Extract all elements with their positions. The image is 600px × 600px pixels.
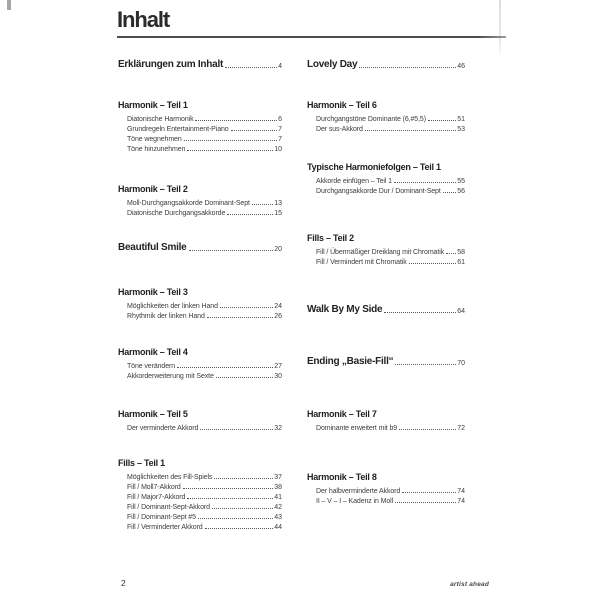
dot-leader-icon (214, 478, 273, 479)
entry-label: Fill / Vermindert mit Chromatik (316, 259, 407, 266)
dot-leader-icon (212, 508, 273, 509)
dot-leader-icon (384, 312, 456, 313)
entry-page-number: 46 (457, 63, 465, 70)
entry-label: Der verminderte Akkord (127, 425, 199, 432)
toc-sub-entry (118, 143, 282, 153)
toc-sub-entry (118, 511, 282, 521)
dot-leader-icon (207, 317, 273, 318)
dot-leader-icon (187, 150, 273, 151)
entry-label: Moll-Durchgangsakkorde Dominant-Sept (127, 200, 250, 207)
entry-page-number: 58 (457, 249, 465, 256)
entry-label: Diatonische Harmonik (127, 116, 194, 123)
toc-sub-entry (118, 197, 282, 207)
dot-leader-icon (231, 130, 278, 131)
toc-section (307, 99, 465, 133)
dot-leader-icon (395, 502, 456, 503)
entry-page-number: 41 (274, 494, 282, 501)
scan-edge-artifact-right (499, 0, 501, 58)
toc-section-heading: Fills – Teil 1 (118, 458, 165, 468)
entry-page-number: 43 (274, 514, 282, 521)
toc-section (307, 161, 465, 195)
toc-sub-entry (307, 113, 465, 123)
entry-page-number: 37 (274, 474, 282, 481)
dot-leader-icon (216, 377, 273, 378)
dot-leader-icon (189, 250, 274, 251)
dot-leader-icon (428, 120, 456, 121)
toc-song-block (307, 58, 465, 70)
toc-title-entry (118, 58, 282, 70)
entry-page-number: 74 (457, 498, 465, 505)
toc-sub-entry (118, 521, 282, 531)
toc-section (307, 232, 465, 266)
page-number: 2 (121, 578, 126, 588)
toc-section (118, 286, 282, 320)
toc-section (118, 457, 282, 531)
dot-leader-icon (205, 528, 274, 529)
toc-sub-entry (118, 310, 282, 320)
toc-song-block (307, 355, 465, 367)
entry-page-number: 51 (457, 116, 465, 123)
toc-section-heading: Fills – Teil 2 (307, 233, 354, 243)
dot-leader-icon (394, 182, 456, 183)
entry-label: Akkorderweiterung mit Sexte (127, 373, 214, 380)
entry-label: II – V – I – Kadenz in Moll (316, 498, 394, 505)
entry-page-number: 44 (274, 524, 282, 531)
toc-sub-entry (307, 175, 465, 185)
entry-page-number: 13 (274, 200, 282, 207)
entry-page-number: 26 (274, 313, 282, 320)
toc-sub-entry (118, 501, 282, 511)
entry-label: Fill / Dominant-Sept-Akkord (127, 504, 210, 511)
page-title: Inhalt (117, 7, 170, 32)
entry-label: Töne hinzunehmen (127, 146, 186, 153)
entry-label: Fill / Major7-Akkord (127, 494, 186, 501)
entry-label: Fill / Übermäßiger Dreiklang mit Chromatik (316, 249, 445, 256)
dot-leader-icon (225, 67, 277, 68)
toc-sub-entry (118, 300, 282, 310)
toc-sub-entry (118, 113, 282, 123)
entry-page-number: 38 (274, 484, 282, 491)
entry-label: Ending „Basie-Fill“ (307, 356, 394, 367)
dot-leader-icon (183, 488, 273, 489)
entry-label: Beautiful Smile (118, 242, 187, 253)
title-rule (117, 36, 506, 38)
entry-label: Durchgangstöne Dominante (6,#5,5) (316, 116, 426, 123)
toc-section-heading: Harmonik – Teil 2 (118, 184, 188, 194)
toc-section (118, 408, 282, 432)
toc-sub-entry (307, 256, 465, 266)
dot-leader-icon (409, 263, 457, 264)
entry-page-number: 4 (278, 63, 282, 70)
entry-label: Fill / Verminderter Akkord (127, 524, 203, 531)
entry-label: Erklärungen zum Inhalt (118, 59, 224, 70)
entry-label: Akkorde einfügen – Teil 1 (316, 178, 392, 185)
dot-leader-icon (184, 140, 277, 141)
entry-page-number: 20 (274, 246, 282, 253)
toc-sub-entry (118, 370, 282, 380)
toc-section-heading: Harmonik – Teil 5 (118, 409, 188, 419)
entry-label: Lovely Day (307, 59, 358, 70)
toc-song-block (118, 58, 282, 70)
entry-label: Rhythmik der linken Hand (127, 313, 205, 320)
toc-title-entry (307, 58, 465, 70)
entry-label: Grundregeln Entertainment-Piano (127, 126, 229, 133)
dot-leader-icon (365, 130, 456, 131)
entry-page-number: 42 (274, 504, 282, 511)
entry-label: Der sus-Akkord (316, 126, 363, 133)
entry-page-number: 15 (274, 210, 282, 217)
dot-leader-icon (198, 518, 273, 519)
publisher-logo: artist ahead (450, 581, 489, 588)
toc-song-block (307, 303, 465, 315)
dot-leader-icon (402, 492, 456, 493)
toc-sub-entry (118, 360, 282, 370)
toc-section (118, 183, 282, 217)
entry-page-number: 6 (278, 116, 282, 123)
entry-label: Der halbverminderte Akkord (316, 488, 401, 495)
toc-sub-entry (307, 185, 465, 195)
toc-song-block (118, 241, 282, 253)
dot-leader-icon (252, 204, 273, 205)
entry-label: Töne wegnehmen (127, 136, 182, 143)
entry-page-number: 7 (278, 136, 282, 143)
toc-title-entry (118, 241, 282, 253)
entry-page-number: 7 (278, 126, 282, 133)
dot-leader-icon (359, 67, 456, 68)
entry-page-number: 64 (457, 308, 465, 315)
entry-label: Diatonische Durchgangsakkorde (127, 210, 226, 217)
toc-sub-entry (118, 133, 282, 143)
scan-edge-artifact-left (7, 0, 11, 10)
toc-section-heading: Harmonik – Teil 1 (118, 100, 188, 110)
entry-page-number: 53 (457, 126, 465, 133)
toc-sub-entry (118, 471, 282, 481)
toc-sub-entry (307, 246, 465, 256)
dot-leader-icon (395, 364, 456, 365)
toc-section-heading: Harmonik – Teil 8 (307, 472, 377, 482)
entry-page-number: 10 (274, 146, 282, 153)
entry-label: Fill / Moll7-Akkord (127, 484, 181, 491)
toc-sub-entry (118, 422, 282, 432)
dot-leader-icon (227, 214, 273, 215)
dot-leader-icon (443, 192, 457, 193)
toc-sub-entry (307, 422, 465, 432)
dot-leader-icon (195, 120, 277, 121)
toc-sub-entry (307, 123, 465, 133)
toc-section (118, 99, 282, 153)
dot-leader-icon (200, 429, 273, 430)
entry-page-number: 56 (457, 188, 465, 195)
dot-leader-icon (177, 367, 273, 368)
toc-title-entry (307, 355, 465, 367)
entry-page-number: 55 (457, 178, 465, 185)
toc-section (307, 408, 465, 432)
toc-section-heading: Typische Harmoniefolgen – Teil 1 (307, 162, 441, 172)
toc-section-heading: Harmonik – Teil 4 (118, 347, 188, 357)
entry-page-number: 61 (457, 259, 465, 266)
entry-label: Walk By My Side (307, 304, 383, 315)
entry-page-number: 24 (274, 303, 282, 310)
entry-label: Dominante erweitert mit b9 (316, 425, 398, 432)
entry-label: Möglichkeiten des Fill-Spiels (127, 474, 213, 481)
entry-page-number: 30 (274, 373, 282, 380)
dot-leader-icon (187, 498, 273, 499)
dot-leader-icon (399, 429, 456, 430)
toc-title-entry (307, 303, 465, 315)
entry-page-number: 70 (457, 360, 465, 367)
entry-label: Fill / Dominant-Sept #5 (127, 514, 196, 521)
entry-page-number: 32 (274, 425, 282, 432)
entry-label: Möglichkeiten der linken Hand (127, 303, 218, 310)
entry-page-number: 72 (457, 425, 465, 432)
toc-sub-entry (118, 491, 282, 501)
entry-label: Durchgangsakkorde Dur / Dominant-Sept (316, 188, 441, 195)
entry-page-number: 74 (457, 488, 465, 495)
toc-sub-entry (118, 481, 282, 491)
toc-sub-entry (118, 123, 282, 133)
entry-label: Töne verändern (127, 363, 176, 370)
toc-section (118, 346, 282, 380)
toc-section-heading: Harmonik – Teil 6 (307, 100, 377, 110)
toc-section-heading: Harmonik – Teil 7 (307, 409, 377, 419)
toc-sub-entry (118, 207, 282, 217)
entry-page-number: 27 (274, 363, 282, 370)
toc-section (307, 471, 465, 505)
toc-sub-entry (307, 485, 465, 495)
toc-section-heading: Harmonik – Teil 3 (118, 287, 188, 297)
toc-sub-entry (307, 495, 465, 505)
dot-leader-icon (446, 253, 456, 254)
dot-leader-icon (220, 307, 273, 308)
